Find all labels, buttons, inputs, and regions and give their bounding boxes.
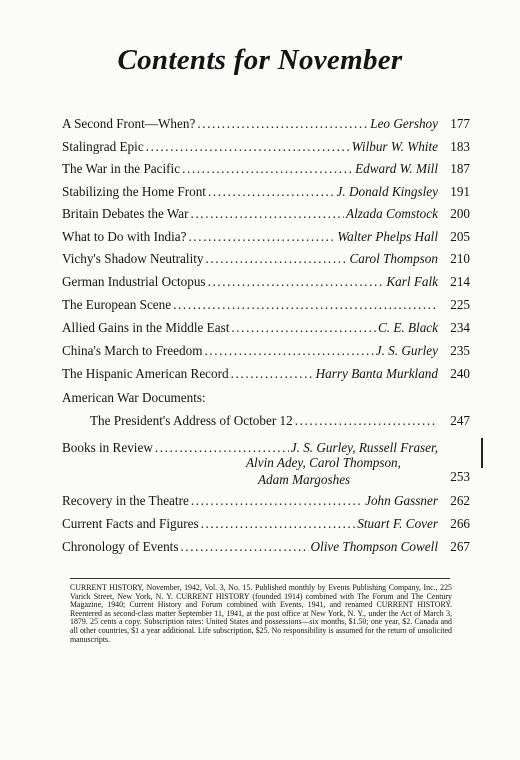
books-review-page-number: [420, 469, 470, 485]
toc-entry: [62, 440, 470, 456]
toc-entry: [62, 206, 470, 222]
toc-entry: [62, 274, 470, 290]
entry-title: Chronology of Events: [62, 539, 179, 554]
entry-author: J. S. Gurley: [375, 343, 438, 358]
entry-author: J. S. Gurley, Russell Fraser,: [290, 440, 438, 455]
page-number: 253: [450, 469, 470, 484]
entry-title: The President's Address of October 12: [90, 413, 293, 428]
entry-title: Books in Review: [62, 440, 153, 455]
page-number: 177: [450, 116, 470, 131]
dot-leader: [146, 139, 350, 155]
page-number: 214: [450, 274, 470, 289]
entry-title: A Second Front—When?: [62, 116, 196, 131]
dot-leader: [191, 206, 345, 222]
entry-author: Walter Phelps Hall: [337, 229, 438, 244]
dot-leader: [182, 161, 353, 177]
dot-leader: [208, 184, 335, 200]
entry-author: Alzada Comstock: [346, 206, 438, 221]
entry-title: American War Documents:: [62, 390, 206, 405]
dot-leader: [155, 440, 289, 456]
page-number: 267: [450, 539, 470, 554]
dot-leader: [206, 251, 348, 267]
entry-author: Edward W. Mill: [355, 161, 438, 176]
entry-author: Olive Thompson Cowell: [310, 539, 438, 554]
entry-title: Britain Debates the War: [62, 206, 189, 221]
dot-leader: [201, 516, 356, 532]
toc-entry: [62, 184, 470, 200]
entry-title: The War in the Pacific: [62, 161, 181, 176]
page-number: 234: [450, 320, 470, 335]
toc-entry: [62, 516, 470, 532]
entry-title: What to Do with India?: [62, 229, 187, 244]
entry-title: China's March to Freedom: [62, 343, 203, 358]
dot-leader: [197, 116, 368, 132]
dot-leader: [295, 413, 436, 429]
toc-entry: [62, 116, 470, 132]
toc-entry: [62, 251, 470, 267]
toc-entry: [62, 161, 470, 177]
entry-author: J. Donald Kingsley: [336, 184, 438, 199]
margin-mark: [481, 438, 483, 468]
toc-entry: [62, 343, 470, 359]
toc-entry: [62, 229, 470, 245]
entry-title: Stabilizing the Home Front: [62, 184, 206, 199]
entry-title: The Hispanic American Record: [62, 366, 229, 381]
entry-author: Wilbur W. White: [351, 139, 438, 154]
page-number: 240: [450, 366, 470, 381]
dot-leader: [204, 343, 373, 359]
page-number: 225: [450, 297, 470, 312]
dot-leader: [189, 229, 336, 245]
entry-title: Vichy's Shadow Neutrality: [62, 251, 204, 266]
page-number: 266: [450, 516, 470, 531]
books-review-authors-line-3: Adam Margoshes: [258, 472, 351, 487]
page-number: 235: [450, 343, 470, 358]
dot-leader: [173, 297, 436, 313]
toc-entry: [62, 390, 470, 406]
toc-entry: [62, 366, 470, 382]
toc-entry: [90, 413, 470, 429]
entry-author: Karl Falk: [386, 274, 438, 289]
page-number: 200: [450, 206, 470, 221]
page-number: 247: [450, 413, 470, 428]
page-title: Contents for November: [117, 44, 403, 76]
entry-title: Current Facts and Figures: [62, 516, 199, 531]
divider: [70, 578, 450, 579]
page-number: 187: [450, 161, 470, 176]
publication-masthead: CURRENT HISTORY, November, 1942, Vol. 3, No. 15. Published monthly by Events Publishing Company, Inc., 225 Varick Street, New York, N. Y. CURRENT HISTORY (founded 1914) combined with The Forum and The Century Magazine, 1940; Current History and Forum combined with Events, 1941, and renamed CURRENT HISTORY. Reentered as second-class matter September 11, 1941, at the post office at New York, N. Y., under the Act of March 3, 1879. 25 cents a copy. Subscription rates: United States and possessions—six months, $1.50; one year, $2. Canada and all other countries, $1 a year additional. Life subscription, $25. No responsibility is assumed for the return of unsolicited manuscripts.: [70, 583, 452, 644]
dot-leader: [231, 366, 314, 382]
entry-title: The European Scene: [62, 297, 172, 312]
entry-author: Stuart F. Cover: [357, 516, 438, 531]
entry-author: John Gassner: [365, 493, 438, 508]
entry-author: Harry Banta Murkland: [315, 366, 438, 381]
dot-leader: [231, 320, 376, 336]
entry-title: German Industrial Octopus: [62, 274, 206, 289]
entry-title: Stalingrad Epic: [62, 139, 144, 154]
page-number: 191: [450, 184, 470, 199]
dot-leader: [191, 493, 363, 509]
toc-entry: [62, 539, 470, 555]
page-number: 262: [450, 493, 470, 508]
entry-author: Carol Thompson: [349, 251, 438, 266]
entry-title: Recovery in the Theatre: [62, 493, 189, 508]
dot-leader: [208, 274, 385, 290]
page-number: 210: [450, 251, 470, 266]
toc-entry: [62, 297, 470, 313]
entry-title: Allied Gains in the Middle East: [62, 320, 230, 335]
books-review-authors-line-2: Alvin Adey, Carol Thompson,: [246, 455, 401, 470]
entry-author: C. E. Black: [377, 320, 438, 335]
page-number: 183: [450, 139, 470, 154]
toc-entry: [62, 320, 470, 336]
toc-entry: [62, 493, 470, 509]
toc-entry: [62, 139, 470, 155]
page-number: 205: [450, 229, 470, 244]
dot-leader: [180, 539, 308, 555]
entry-author: Leo Gershoy: [370, 116, 438, 131]
